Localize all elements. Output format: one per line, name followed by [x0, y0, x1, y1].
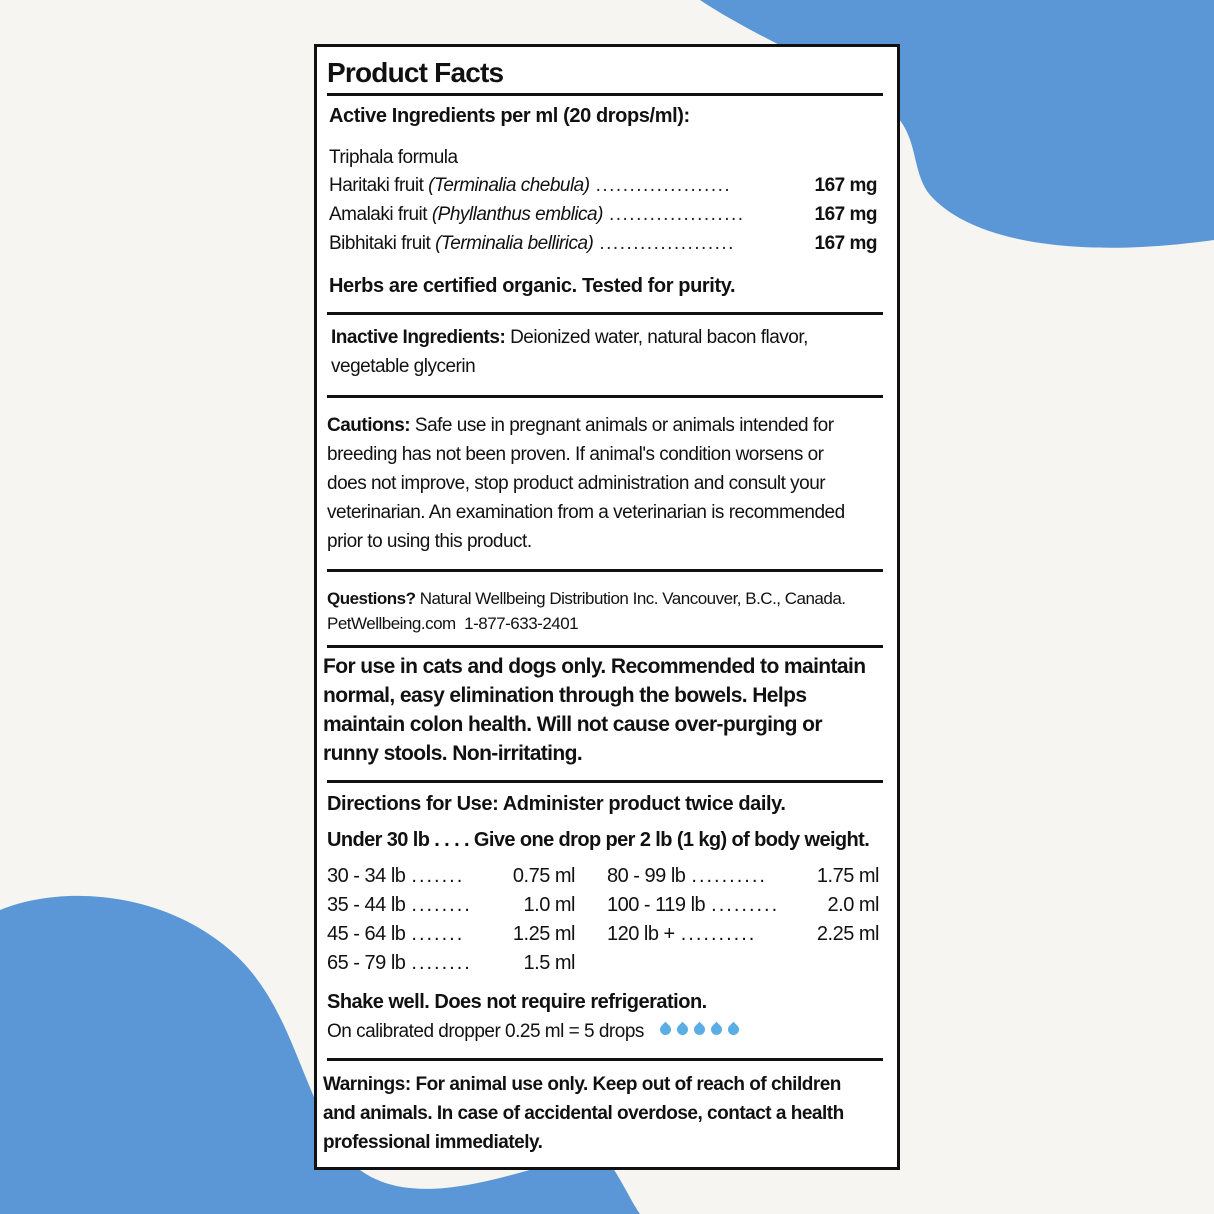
- leader-dots: .......: [411, 923, 465, 945]
- ingredient-amount: 167 mg: [814, 233, 877, 254]
- cautions-text: Safe use in pregnant animals or animals intended for: [414, 415, 834, 436]
- ingredient-name: Amalaki fruit: [329, 204, 428, 225]
- dosage-amount: 2.25 ml: [816, 923, 879, 945]
- shake-note: Shake well. Does not require refrigeration.: [327, 991, 707, 1013]
- leader-dots: ....................: [599, 233, 735, 254]
- active-ingredients-heading: Active Ingredients per ml (20 drops/ml):: [329, 105, 690, 127]
- organic-note: Herbs are certified organic. Tested for purity.: [329, 275, 736, 297]
- ingredient-latin: (Phyllanthus emblica): [431, 204, 603, 225]
- product-facts-label: [314, 44, 900, 1170]
- title-rule: [327, 93, 883, 96]
- leader-dots: ....................: [608, 204, 745, 225]
- ingredient-latin: (Terminalia bellirica): [435, 233, 594, 254]
- ingredient-row: [329, 204, 877, 226]
- dropper-text: On calibrated dropper 0.25 ml = 5 drops: [327, 1021, 644, 1042]
- dosage-weight: 120 lb +: [607, 923, 675, 945]
- dosage-row: [327, 865, 575, 888]
- inactive-ingredients: [331, 327, 808, 349]
- section-rule: [327, 395, 883, 398]
- dosage-row: [607, 923, 879, 946]
- cautions-line: does not improve, stop product administration and consult your: [327, 473, 826, 494]
- dosage-amount: 1.0 ml: [523, 894, 575, 916]
- leader-dots: .........: [711, 894, 780, 916]
- section-rule: [327, 1058, 883, 1061]
- dosage-weight: 65 - 79 lb: [327, 952, 406, 974]
- dropper-line: [327, 1021, 742, 1043]
- dosage-weight: 80 - 99 lb: [607, 865, 686, 887]
- warnings-label: Warnings:: [323, 1074, 411, 1095]
- dosage-amount: 2.0 ml: [827, 894, 879, 916]
- dosage-row: [327, 923, 575, 946]
- directions-heading: Directions for Use: Administer product twice daily.: [327, 793, 786, 815]
- ingredient-row: [329, 233, 877, 255]
- ingredient-name: Haritaki fruit: [329, 175, 424, 196]
- section-rule: [327, 312, 883, 315]
- website-link[interactable]: PetWellbeing.com: [327, 614, 456, 633]
- dosage-row: [607, 865, 879, 888]
- section-rule: [327, 780, 883, 783]
- warnings-line: [323, 1074, 841, 1096]
- ingredient-row: [329, 175, 877, 197]
- usage-line: maintain colon health. Will not cause over-purging or: [323, 713, 822, 736]
- leader-dots: ..........: [680, 923, 757, 945]
- phone-number: 1-877-633-2401: [464, 614, 579, 633]
- leader-dots: ....................: [595, 175, 732, 196]
- dosage-row: [607, 894, 879, 917]
- ingredient-amount: 167 mg: [814, 175, 877, 196]
- questions-label: Questions?: [327, 589, 416, 608]
- cautions-line: [327, 415, 834, 437]
- ingredient-name: Bibhitaki fruit: [329, 233, 431, 254]
- cautions-line: breeding has not been proven. If animal's condition worsens or: [327, 444, 824, 465]
- leader-dots: .......: [411, 865, 465, 887]
- dosage-row: [327, 894, 575, 917]
- usage-line: For use in cats and dogs only. Recommended to maintain: [323, 655, 866, 678]
- usage-line: normal, easy elimination through the bowels. Helps: [323, 684, 807, 707]
- warnings-text: For animal use only. Keep out of reach of children: [415, 1074, 841, 1095]
- ingredient-latin: (Terminalia chebula): [428, 175, 590, 196]
- section-rule: [327, 645, 883, 648]
- warnings-line: professional immediately.: [323, 1132, 543, 1153]
- dosage-weight: 30 - 34 lb: [327, 865, 406, 887]
- dosage-weight: 45 - 64 lb: [327, 923, 406, 945]
- dosage-row: [327, 952, 575, 975]
- dosage-weight: 100 - 119 lb: [607, 894, 706, 916]
- cautions-line: prior to using this product.: [327, 531, 532, 552]
- cautions-line: veterinarian. An examination from a veterinarian is recommended: [327, 502, 845, 523]
- section-rule: [327, 569, 883, 572]
- warnings-line: and animals. In case of accidental overdose, contact a health: [323, 1103, 844, 1124]
- leader-dots: ........: [411, 952, 472, 974]
- usage-line: runny stools. Non-irritating.: [323, 742, 583, 765]
- questions-line: [327, 589, 846, 609]
- dosage-amount: 0.75 ml: [512, 865, 575, 887]
- dosage-amount: 1.75 ml: [816, 865, 879, 887]
- contact-line: [327, 614, 578, 634]
- leader-dots: ........: [411, 894, 472, 916]
- ingredient-amount: 167 mg: [814, 204, 877, 225]
- dosage-weight: 35 - 44 lb: [327, 894, 406, 916]
- dosage-amount: 1.5 ml: [523, 952, 575, 974]
- label-title: Product Facts: [327, 57, 504, 88]
- inactive-text-line: vegetable glycerin: [331, 356, 476, 377]
- dosage-amount: 1.25 ml: [512, 923, 575, 945]
- inactive-text: Deionized water, natural bacon flavor,: [510, 327, 808, 348]
- inactive-label: Inactive Ingredients:: [331, 327, 506, 348]
- cautions-label: Cautions:: [327, 415, 411, 436]
- leader-dots: ..........: [691, 865, 767, 887]
- questions-text: Natural Wellbeing Distribution Inc. Vancouver, B.C., Canada.: [419, 589, 846, 608]
- formula-name: Triphala formula: [329, 147, 458, 168]
- drops-icon: [657, 1021, 742, 1042]
- under-30-line: Under 30 lb . . . . Give one drop per 2 lb (1 kg) of body weight.: [327, 829, 870, 851]
